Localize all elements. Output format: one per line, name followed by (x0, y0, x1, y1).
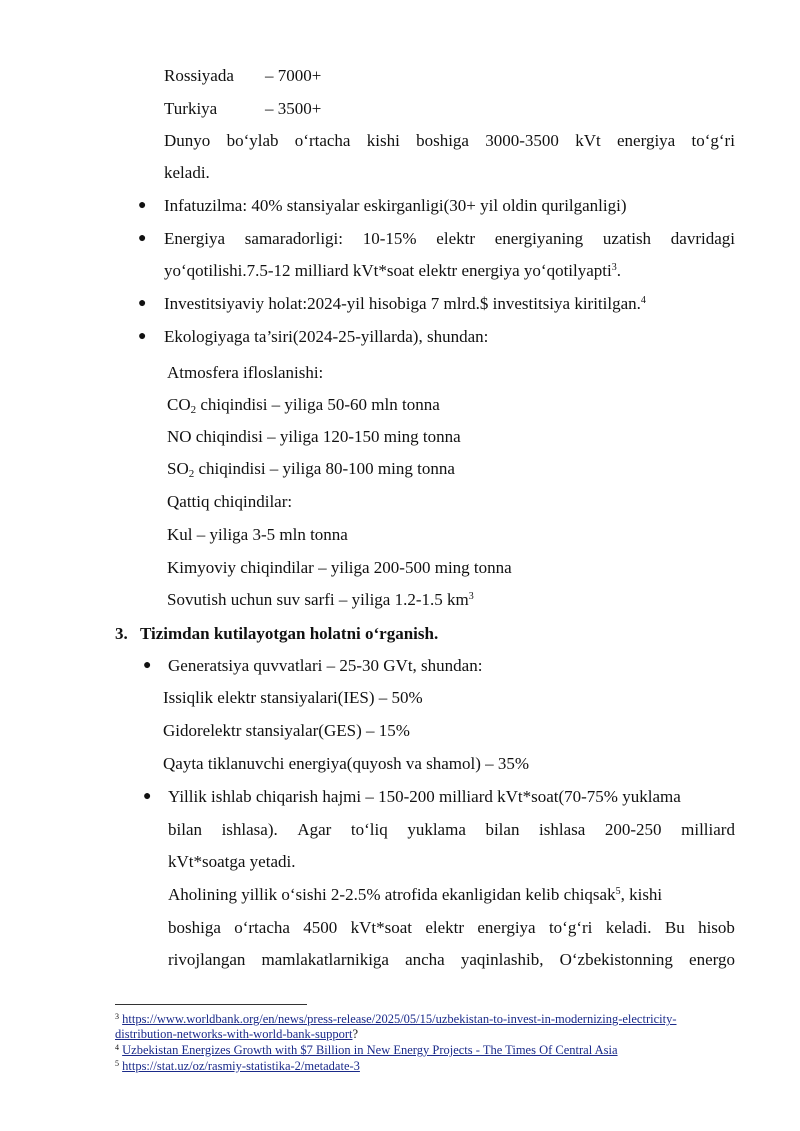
footnote-3-link[interactable]: https://www.worldbank.org/en/news/press-release/2025/05/15/uzbekistan-to-invest-in-modernizing-electricity- (122, 1012, 677, 1026)
word: to‘g‘ri (548, 918, 593, 937)
water-text: Sovutish uchun suv sarfi – yiliga 1.2-1.5 km (167, 590, 469, 609)
word: o‘rtacha (294, 131, 351, 150)
bullet-icon: ● (138, 198, 147, 213)
word: mamlakatlarnikiga (261, 950, 389, 969)
bullet-icon: ● (138, 329, 147, 344)
word: energiya (617, 131, 676, 150)
so2-rest: chiqindisi – yiliga 80-100 ming tonna (194, 459, 455, 478)
bullet-investment (164, 292, 646, 316)
footnote-4-link[interactable]: Uzbekistan Energizes Growth with $7 Billion in New Energy Projects - The Times Of Central Asia (122, 1043, 618, 1057)
bullet-infrastructure: Infatuzilma: 40% stansiyalar eskirganligi(30+ yil oldin qurilganligi) (164, 196, 627, 215)
word: ishlasa). (221, 820, 278, 839)
word: Agar (297, 820, 332, 839)
bullet-efficiency-line-1 (164, 227, 735, 251)
chemical-waste-line: Kimyoviy chiqindilar – yiliga 200-500 ming tonna (167, 558, 512, 577)
footnote-3-link-cont[interactable]: distribution-networks-with-world-bank-support (115, 1027, 353, 1041)
co2-line (167, 393, 440, 417)
investment-text: Investitsiyaviy holat:2024-yil hisobiga 7 mlrd.$ investitsiya kiritilgan. (164, 294, 641, 313)
section-title: Tizimdan kutilayotgan holatni o‘rganish. (140, 624, 439, 643)
word: boshiga (168, 918, 221, 937)
country-label: Rossiyada (164, 66, 234, 85)
word: o‘rtacha (234, 918, 290, 937)
word: 4500 (303, 918, 338, 937)
world-average-line-2: keladi. (164, 163, 210, 182)
bullet-icon: ● (143, 789, 152, 804)
efficiency-text: yo‘qotilishi.7.5-12 milliard kVt*soat elektr energiya yo‘qotilyapti (164, 261, 612, 280)
footnote-ref: 5 (615, 886, 621, 897)
no-line: NO chiqindisi – yiliga 120-150 ming tonna (167, 427, 461, 446)
country-value: – 3500+ (265, 99, 322, 118)
water-line (167, 588, 474, 612)
footnote-5 (115, 1059, 360, 1074)
footnote-ref: 3 (611, 262, 617, 273)
yearly-line-3: kVt*soatga yetadi. (168, 852, 296, 871)
bullet-efficiency-line-2 (164, 259, 621, 283)
footnote-3-tail: ? (352, 1027, 359, 1041)
word: kVt*soat (350, 918, 412, 937)
word: 3000-3500 (485, 131, 559, 150)
word: uzatish (602, 229, 652, 248)
so2-line (167, 457, 455, 481)
word: energiya (477, 918, 536, 937)
section-number: 3. (115, 624, 128, 643)
word: bilan (168, 820, 202, 839)
ash-line: Kul – yiliga 3-5 mln tonna (167, 525, 348, 544)
word: yuklama (407, 820, 466, 839)
country-row-russia (164, 64, 234, 88)
ges-line: Gidorelektr stansiyalar(GES) – 15% (163, 721, 410, 740)
superscript: 3 (468, 591, 474, 602)
population-line-2 (168, 916, 735, 940)
world-average-line-1 (164, 129, 735, 153)
word: energo (689, 950, 735, 969)
word: hisob (698, 918, 735, 937)
word: milliard (681, 820, 735, 839)
word: Dunyo (164, 131, 211, 150)
co2-rest: chiqindisi – yiliga 50-60 mln tonna (196, 395, 440, 414)
bullet-generation: Generatsiya quvvatlari – 25-30 GVt, shundan: (168, 656, 483, 675)
country-value: – 7000+ (265, 66, 322, 85)
footnote-number: 5 (115, 1059, 119, 1068)
period: . (616, 261, 621, 280)
subscript: 2 (190, 404, 197, 416)
word: ishlasa (539, 820, 586, 839)
yearly-line-2 (168, 818, 735, 842)
ies-line: Issiqlik elektr stansiyalari(IES) – 50% (163, 688, 423, 707)
word: rivojlangan (168, 950, 246, 969)
word: ancha (405, 950, 445, 969)
footnote-3-cont (115, 1027, 358, 1042)
word: to‘liq (350, 820, 388, 839)
word: samaradorligi: (244, 229, 343, 248)
word: keladi. (605, 918, 652, 937)
bullet-icon: ● (143, 658, 152, 673)
word: yaqinlashib, (460, 950, 544, 969)
bullet-icon: ● (138, 231, 147, 246)
footnote-5-link[interactable]: https://stat.uz/oz/rasmiy-statistika-2/metadate-3 (122, 1059, 360, 1073)
subscript: 2 (188, 468, 195, 480)
word: kishi (366, 131, 400, 150)
word: elektr (425, 918, 465, 937)
renewable-line: Qayta tiklanuvchi energiya(quyosh va shamol) – 35% (163, 754, 530, 773)
solid-waste-heading: Qattiq chiqindilar: (167, 492, 293, 511)
footnote-3 (115, 1012, 677, 1027)
co2-text: CO (167, 395, 191, 414)
bullet-icon: ● (138, 296, 147, 311)
population-text-b: , kishi (620, 885, 663, 904)
word: 200-250 (604, 820, 662, 839)
population-text (168, 883, 662, 907)
footnote-number: 4 (115, 1043, 119, 1052)
word: boshiga (416, 131, 469, 150)
word: 10-15% (362, 229, 417, 248)
footnote-number: 3 (115, 1012, 119, 1021)
so2-text: SO (167, 459, 189, 478)
population-text-a: Aholining yillik o‘sishi 2-2.5% atrofida ekanligidan kelib chiqsak (168, 885, 616, 904)
footnote-rule (115, 1004, 307, 1005)
population-line-1 (168, 883, 735, 907)
word: energiyaning (494, 229, 584, 248)
word: O‘zbekistonning (559, 950, 673, 969)
population-line-3 (168, 948, 735, 972)
footnote-4 (115, 1043, 618, 1058)
word: bo‘ylab (226, 131, 279, 150)
word: Energiya (164, 229, 226, 248)
word: elektr (436, 229, 475, 248)
bullet-ecology: Ekologiyaga ta’siri(2024-25-yillarda), shundan: (164, 327, 489, 346)
word: Bu (664, 918, 685, 937)
atmosphere-heading: Atmosfera ifloslanishi: (167, 363, 324, 382)
footnote-ref: 4 (640, 295, 646, 306)
word: davridagi (670, 229, 735, 248)
yearly-line-1: Yillik ishlab chiqarish hajmi – 150-200 milliard kVt*soat(70-75% yuklama (168, 787, 681, 806)
country-row-turkey (164, 97, 217, 121)
word: to‘g‘ri (691, 131, 735, 150)
word: bilan (485, 820, 520, 839)
country-label: Turkiya (164, 99, 218, 118)
word: kVt (575, 131, 601, 150)
